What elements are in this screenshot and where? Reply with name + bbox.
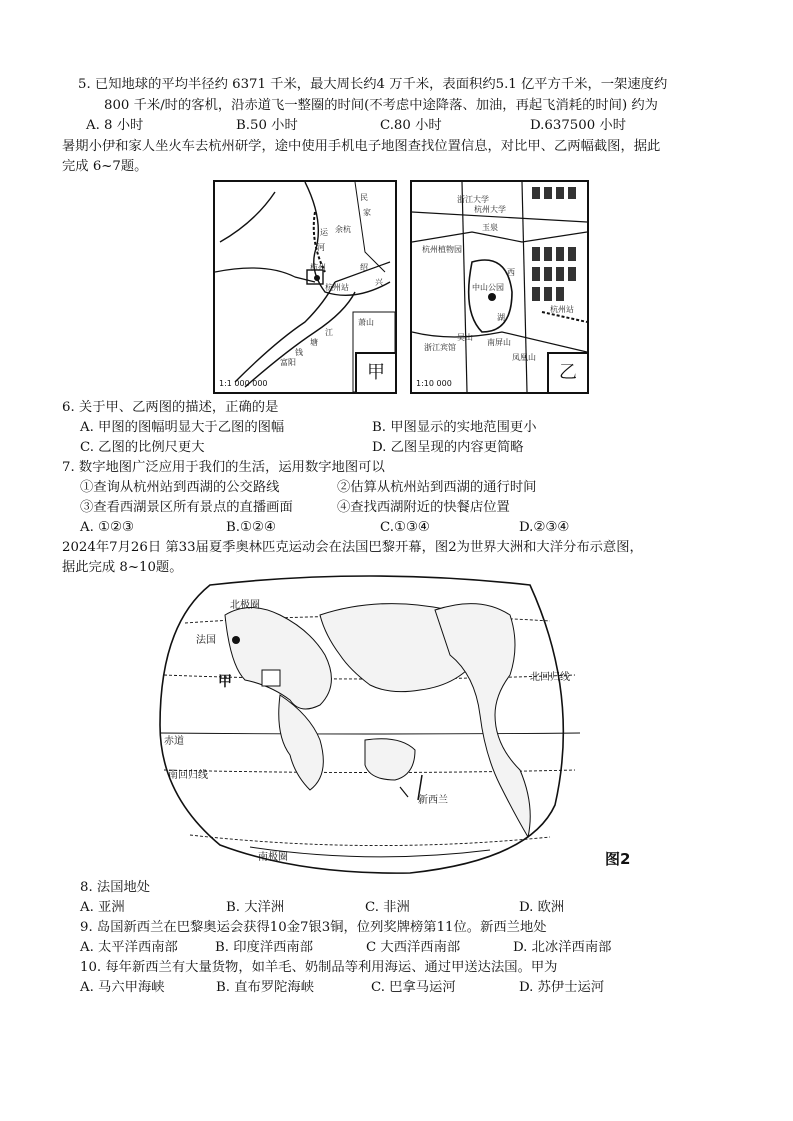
- map-yi-label: 湖: [497, 313, 505, 322]
- map-yi-label: 西: [507, 268, 515, 277]
- map-jia-label: 兴: [375, 278, 383, 287]
- q9-option-a: A. 太平洋西南部: [80, 940, 178, 955]
- map-jia-label: 民: [360, 193, 368, 202]
- q5-stem-line2: 800 千米/时的客机，沿赤道飞一整圈的时间(不考虑中途降落、加油，再起飞消耗的时间) 约为: [104, 98, 658, 113]
- q5-option-c: C.80 小时: [380, 118, 442, 133]
- q10-option-a: A. 马六甲海峡: [80, 980, 165, 995]
- map-jia-label: 余杭: [335, 225, 351, 234]
- intro810-line2: 据此完成 8~10题。: [62, 560, 183, 575]
- map-jia-label: 杭州: [310, 263, 326, 272]
- q7-option-c: C.①③④: [380, 520, 430, 535]
- intro67-line2: 完成 6~7题。: [62, 159, 148, 174]
- map-yi-label: 杭州站: [550, 305, 574, 314]
- q9-option-d: D. 北冰洋西南部: [513, 940, 612, 955]
- q8-option-a: A. 亚洲: [80, 900, 125, 915]
- map-jia-label: 钱: [295, 348, 303, 357]
- map-yi: [410, 180, 589, 394]
- q9-option-c: C 大西洋西南部: [366, 940, 461, 955]
- q6-option-d: D. 乙图呈现的内容更简略: [372, 440, 524, 455]
- world-map-figure-caption: 图2: [605, 850, 631, 868]
- world-map-equator-label: 赤道: [164, 736, 184, 747]
- intro67-line1: 暑期小伊和家人坐火车去杭州研学，途中使用手机电子地图查找位置信息，对比甲、乙两幅截图，据此: [62, 139, 661, 154]
- map-yi-label: 杭州大学: [474, 205, 506, 214]
- q8-option-d: D. 欧洲: [519, 900, 565, 915]
- q8-option-c: C. 非洲: [365, 900, 410, 915]
- q7-item-4: ④查找西湖附近的快餐店位置: [337, 500, 510, 515]
- q9-option-b: B. 印度洋西南部: [215, 940, 314, 955]
- world-map-arctic-label: 北极圈: [230, 600, 260, 611]
- q7-item-3: ③查看西湖景区所有景点的直播画面: [80, 500, 293, 515]
- map-yi-label: 中山公园: [472, 283, 504, 292]
- intro810-line1: 2024年7月26日 第33届夏季奥林匹克运动会在法国巴黎开幕，图2为世界大洲和大洋分布示意图，: [62, 540, 643, 555]
- map-yi-scale: 1:10 000: [416, 379, 452, 388]
- world-map: [150, 575, 590, 880]
- map-jia: [213, 180, 397, 394]
- q6-option-b: B. 甲图显示的实地范围更小: [372, 420, 537, 435]
- q7-stem: 7. 数字地图广泛应用于我们的生活，运用数字地图可以: [62, 460, 385, 475]
- map-jia-label: 杭州站: [325, 283, 349, 292]
- q7-item-1: ①查询从杭州站到西湖的公交路线: [80, 480, 280, 495]
- map-jia-corner-label: 甲: [355, 352, 395, 392]
- map-yi-label: 吴山: [457, 333, 473, 342]
- map-jia-label: 河: [317, 243, 325, 252]
- q5-option-d: D.637500 小时: [530, 118, 626, 133]
- q10-option-c: C. 巴拿马运河: [371, 980, 456, 995]
- q5-option-a: A. 8 小时: [86, 118, 144, 133]
- q7-option-b: B.①②④: [226, 520, 276, 535]
- q7-option-a: A. ①②③: [80, 520, 134, 535]
- world-map-tropic-north-label: 北回归线: [530, 672, 570, 683]
- q7-option-d: D.②③④: [519, 520, 570, 535]
- map-yi-label: 南屏山: [487, 338, 511, 347]
- q7-item-2: ②估算从杭州站到西湖的通行时间: [337, 480, 537, 495]
- q9-stem: 9. 岛国新西兰在巴黎奥运会获得10金7银3铜，位列奖牌榜第11位。新西兰地处: [80, 920, 547, 935]
- map-yi-label: 凤凰山: [512, 353, 536, 362]
- map-yi-label: 玉泉: [482, 223, 498, 232]
- map-jia-label: 塘: [310, 338, 318, 347]
- world-map-tropic-south-label: 南回归线: [168, 770, 208, 781]
- world-map-new-zealand-label: 新西兰: [418, 795, 448, 806]
- map-yi-label: 浙江宾馆: [424, 343, 456, 352]
- map-jia-label: 绍: [360, 263, 368, 272]
- q5-option-b: B.50 小时: [236, 118, 298, 133]
- q6-stem: 6. 关于甲、乙两图的描述，正确的是: [62, 400, 279, 415]
- world-map-antarctic-label: 南极圈: [258, 852, 288, 863]
- map-jia-label: 富阳: [280, 358, 296, 367]
- map-yi-corner-label: 乙: [547, 352, 587, 392]
- map-jia-label: 运: [320, 228, 328, 237]
- map-jia-label: 萧山: [358, 318, 374, 327]
- q8-option-b: B. 大洋洲: [226, 900, 285, 915]
- q6-option-c: C. 乙图的比例尺更大: [80, 440, 205, 455]
- q10-option-b: B. 直布罗陀海峡: [216, 980, 315, 995]
- map-jia-label: 江: [325, 328, 333, 337]
- map-jia-label: 家: [363, 208, 371, 217]
- map-yi-label: 浙江大学: [457, 195, 489, 204]
- q10-option-d: D. 苏伊士运河: [519, 980, 605, 995]
- world-map-france-label: 法国: [196, 635, 216, 646]
- map-jia-scale: 1:1 000 000: [219, 379, 268, 388]
- q5-stem-line1: 5. 已知地球的平均半径约 6371 千米，最大周长约4 万千米，表面积约5.1 亿平方千米，一架速度约: [78, 77, 668, 92]
- q8-stem: 8. 法国地处: [80, 880, 151, 895]
- map-yi-label: 杭州植物园: [422, 245, 462, 254]
- q10-stem: 10. 每年新西兰有大量货物，如羊毛、奶制品等利用海运、通过甲送达法国。甲为: [80, 960, 558, 975]
- q6-option-a: A. 甲图的图幅明显大于乙图的图幅: [80, 420, 285, 435]
- world-map-jia-label: 甲: [218, 674, 232, 690]
